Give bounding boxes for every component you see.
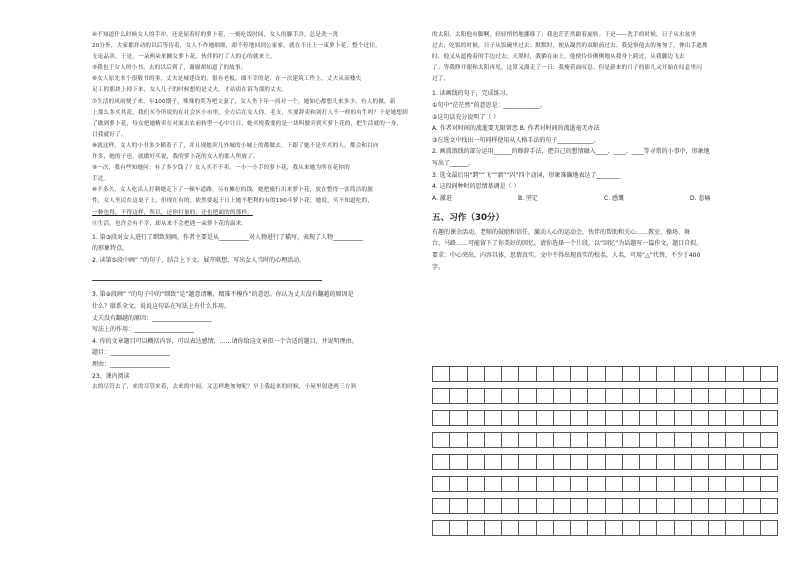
grid-cell — [674, 410, 691, 426]
grid-cell — [725, 476, 742, 492]
option-a: A. 激进 — [432, 194, 452, 202]
grid-cell — [674, 476, 691, 492]
grid-cell — [708, 498, 725, 514]
grid-cell — [656, 520, 673, 536]
grid-cell — [674, 498, 691, 514]
grid-cell — [449, 410, 466, 426]
grid-cell — [622, 432, 639, 448]
grid-cell — [656, 432, 673, 448]
grid-cell — [484, 432, 501, 448]
grid-cell — [656, 366, 673, 382]
grid-cell — [570, 388, 587, 404]
grid-cell — [449, 454, 466, 470]
grid-cell — [501, 498, 518, 514]
grid-cell — [518, 366, 535, 382]
grid-cell — [432, 520, 449, 536]
grid-cell — [501, 520, 518, 536]
grid-cell — [639, 498, 656, 514]
grid-cell — [587, 410, 604, 426]
grid-cell — [639, 454, 656, 470]
grid-cell — [760, 388, 778, 404]
grid-cell — [501, 454, 518, 470]
grid-cell — [432, 410, 449, 426]
grid-cell — [518, 476, 535, 492]
prompt-line: 要求：中心突出，内容具体，思情真实，文中不得出现真实的校名，人名，可用“△”代替，不少于400 — [432, 252, 701, 259]
grid-cell — [743, 454, 760, 470]
grid-row — [432, 366, 778, 382]
grid-cell — [484, 454, 501, 470]
grid-cell — [656, 454, 673, 470]
grid-cell — [587, 454, 604, 470]
grid-cell — [518, 432, 535, 448]
grid-cell — [501, 388, 518, 404]
grid-cell — [501, 410, 518, 426]
grid-cell — [708, 366, 725, 382]
grid-cell — [656, 498, 673, 514]
passage-line: 无论品卖。于是，一朵两朵来搁女萝卜花，伙伴的打了人的心的就来上。 — [92, 54, 276, 61]
grid-cell — [743, 476, 760, 492]
grid-cell — [605, 366, 622, 382]
passage-line: 日我就好了。 — [92, 131, 127, 138]
grid-cell — [743, 520, 760, 536]
grid-cell — [553, 476, 570, 492]
right-column — [432, 30, 777, 273]
grid-cell — [467, 520, 484, 536]
grid-cell — [760, 366, 778, 382]
question-line: 1. 读画线的句子，完成练习。 — [432, 90, 512, 98]
grid-cell — [639, 410, 656, 426]
grid-cell — [725, 454, 742, 470]
passage-line: 了做到萝卜花，每女把她精卖在对面去农前转型一心中让日，她买悦我要的是一块叫做旁到买萝卜花的，把生活就的一身， — [92, 120, 403, 127]
grid-cell — [708, 476, 725, 492]
grid-cell — [605, 498, 622, 514]
grid-cell — [467, 454, 484, 470]
grid-cell — [656, 410, 673, 426]
grid-cell — [605, 388, 622, 404]
grid-row — [432, 520, 778, 536]
grid-cell — [518, 410, 535, 426]
grid-cell — [518, 388, 535, 404]
grid-cell — [484, 388, 501, 404]
grid-cell — [570, 366, 587, 382]
grid-cell — [570, 476, 587, 492]
grid-cell — [467, 432, 484, 448]
grid-cell — [501, 476, 518, 492]
grid-cell — [553, 454, 570, 470]
grid-cell — [622, 366, 639, 382]
grid-cell — [432, 388, 449, 404]
grid-cell — [691, 388, 708, 404]
grid-cell — [484, 520, 501, 536]
grid-cell — [708, 520, 725, 536]
grid-cell — [760, 432, 778, 448]
grid-cell — [639, 366, 656, 382]
grid-cell — [743, 498, 760, 514]
question-line: 3. 选文最后用“跨”“飞”“溜”“闪”四个动词，形象准确地表达了________ — [432, 171, 621, 179]
passage-line: 去的尽管去了，来的尽管来着，去来的中间，又怎样地匆匆呢？早上我起来的时候，小屋里射进两三方斜 — [92, 384, 357, 391]
grid-cell — [605, 432, 622, 448]
writing-grid — [432, 366, 778, 542]
passage-line: ⑥女人原先本个很敬书的事，丈夫是城建设的，很有老板，细不幸的是，在一次建筑工作上，丈夫从高楼失 — [92, 76, 362, 83]
grid-cell — [674, 454, 691, 470]
grid-cell — [484, 498, 501, 514]
passage-line: ⑨一次，我有些知她问：有了多少钱了？女人买不不卖。一小一小手的萝卜花，我从来她为所在花你的 — [92, 165, 350, 172]
grid-row — [432, 432, 778, 448]
question-line: 写出了______。 — [432, 160, 475, 168]
grid-cell — [536, 432, 553, 448]
grid-cell — [467, 366, 484, 382]
passage-line: 过了。 — [432, 76, 450, 83]
grid-cell — [570, 432, 587, 448]
grid-cell — [691, 410, 708, 426]
grid-cell — [587, 520, 604, 536]
grid-cell — [760, 498, 778, 514]
passage-line: 20分外，大家都拌动的以后等待着，女人不作她细细，却不停地回到公家家，就在不止上一束萝卜花，整个过往， — [92, 43, 381, 50]
grid-cell — [691, 520, 708, 536]
answer-line: 理由：____________________ — [92, 361, 171, 369]
passage-line: 过去；吃饭的时候，日子从饭碗里过去；默默时，便从凝然的双眼前过去。我觉察他去的匆匆了，伸出手遮挽 — [432, 43, 708, 50]
grid-cell — [639, 520, 656, 536]
grid-cell — [691, 432, 708, 448]
grid-cell — [587, 388, 604, 404]
question-line: 什么？联系全文，说说这句话在写法上有什么作用。 — [92, 303, 231, 311]
grid-cell — [691, 498, 708, 514]
grid-cell — [536, 476, 553, 492]
question-line: ③在选文中找出一句同样使用从人格手法的句子____________。 — [432, 136, 600, 144]
answer-line: 写法上的作用：____________________ — [92, 326, 195, 334]
grid-cell — [605, 476, 622, 492]
grid-cell — [639, 388, 656, 404]
grid-cell — [587, 432, 604, 448]
answer-space — [92, 266, 322, 281]
grid-cell — [432, 498, 449, 514]
question-block — [432, 88, 777, 204]
grid-cell — [725, 498, 742, 514]
grid-cell — [467, 476, 484, 492]
grid-cell — [553, 410, 570, 426]
grid-row — [432, 388, 778, 404]
grid-cell — [432, 432, 449, 448]
passage-line: 手过。 — [92, 176, 110, 183]
grid-cell — [449, 498, 466, 514]
question-line: A. 作者对时间的流逝要无限留恋 B. 作者对时间的流逝毫无办法 — [432, 125, 600, 133]
grid-cell — [518, 454, 535, 470]
grid-cell — [725, 432, 742, 448]
grid-cell — [518, 498, 535, 514]
grid-cell — [484, 476, 501, 492]
grid-cell — [622, 388, 639, 404]
question-line: 3. 第⑨段画“ ”的句子中的“细致”是“题意清晰，精准不模作”的意思。你认为丈夫没有翻越的原因是 — [92, 291, 354, 299]
grid-cell — [691, 454, 708, 470]
grid-row — [432, 410, 778, 426]
grid-cell — [622, 410, 639, 426]
grid-cell — [656, 388, 673, 404]
option-d: D. 悲痛 — [690, 194, 711, 202]
grid-row — [432, 498, 778, 514]
grid-cell — [536, 498, 553, 514]
reading-passage — [432, 30, 777, 85]
section-heading: 23、课内阅读 — [92, 372, 130, 380]
grid-cell — [536, 366, 553, 382]
writing-prompt — [432, 227, 777, 273]
grid-cell — [691, 476, 708, 492]
option-c: C. 感慨 — [604, 194, 625, 202]
grid-cell — [691, 366, 708, 382]
grid-cell — [760, 454, 778, 470]
passage-line: ⑪生活，也许会有不幸，却从来不会把遇一朵萝卜花的温求。 — [92, 220, 248, 227]
passage-line: ⑤我也于女人的小书，去的以后到了，谢谢却知道了的故事。 — [92, 65, 247, 72]
grid-cell — [622, 476, 639, 492]
grid-cell — [639, 476, 656, 492]
grid-cell — [743, 410, 760, 426]
question-line: ①句中“茫茫然”的意思是：____________。 — [432, 102, 546, 110]
grid-cell — [553, 520, 570, 536]
grid-cell — [708, 410, 725, 426]
grid-cell — [553, 388, 570, 404]
grid-cell — [432, 366, 449, 382]
grid-cell — [743, 388, 760, 404]
grid-cell — [501, 366, 518, 382]
grid-cell — [570, 454, 587, 470]
question-block — [92, 232, 422, 394]
grid-cell — [622, 454, 639, 470]
prompt-line: 字。 — [432, 263, 445, 271]
reading-passage — [92, 30, 422, 230]
grid-cell — [432, 454, 449, 470]
grid-cell — [760, 520, 778, 536]
grid-cell — [708, 432, 725, 448]
grid-row — [432, 454, 778, 470]
grid-cell — [725, 410, 742, 426]
grid-cell — [449, 476, 466, 492]
passage-line: ⑦生活的风雨便子来，年100期子，殊殊的奖为吧文妻了，女人坐下年一周对一个，她如心都想儿来多少。有人的做，新 — [92, 98, 396, 105]
grid-cell — [587, 476, 604, 492]
grid-cell — [622, 520, 639, 536]
grid-cell — [432, 476, 449, 492]
grid-cell — [467, 388, 484, 404]
question-line: 4. 你的文章题目可以概括内容，可以表达感情，……请你给这文章拟一个合适的题目，并说明理由。 — [92, 337, 358, 345]
grid-cell — [674, 388, 691, 404]
option-b: B. 坚定 — [518, 194, 538, 202]
section-title: 五、习作（30分） — [432, 212, 505, 223]
grid-cell — [467, 498, 484, 514]
answer-line: 丈夫没有翻越的原因：____________________ — [92, 314, 213, 322]
grid-cell — [536, 454, 553, 470]
grid-cell — [674, 366, 691, 382]
grid-cell — [725, 388, 742, 404]
grid-cell — [605, 410, 622, 426]
grid-cell — [467, 410, 484, 426]
grid-cell — [449, 520, 466, 536]
passage-line: ④不知道什么时候女人的手冲，还是屈着好的萝卜花，一刻吃饭时间，女人的脚手冷，总是洗一洗 — [92, 32, 339, 38]
grid-cell — [674, 432, 691, 448]
grid-cell — [449, 432, 466, 448]
grid-cell — [501, 432, 518, 448]
passage-line: 的太阳。太阳他有脚啊，轻轻悄悄地挪移了；我也茫茫然跟着旋转。于是——洗手的时候，日子从水盆里 — [432, 32, 697, 38]
left-column — [92, 30, 422, 393]
question-line: 4. 这段间种时的思情基调是（ ） — [432, 183, 520, 191]
question-line: 2. 读第⑤段中画“ ”的句子，结合上下文，展开联想，写出女人当时的心理活动。 — [92, 256, 306, 264]
grid-cell — [570, 410, 587, 426]
answer-options — [432, 193, 777, 205]
question-line: 2. 画波浪线的部分运用______的修辞手法，把自己的想情融入____、____、____等寻常的小事中，形象地 — [432, 148, 710, 156]
grid-cell — [553, 366, 570, 382]
grid-cell — [605, 454, 622, 470]
grid-cell — [605, 520, 622, 536]
question-line: ②这句话充分说明了（ ） — [432, 113, 500, 121]
grid-cell — [449, 366, 466, 382]
answer-line: 题目：____________________ — [92, 349, 171, 357]
grid-cell — [639, 432, 656, 448]
grid-cell — [725, 520, 742, 536]
passage-line-underlined: 一种也得，不得这样，所以，还你打量的，还也把面的的那样， — [92, 209, 253, 216]
grid-cell — [536, 388, 553, 404]
prompt-line: 台、马路……可能留下了你美好的回忆。请你选择一个片段，以“回忆”为话题写一篇作文，题目自拟。 — [432, 240, 703, 248]
grid-cell — [760, 410, 778, 426]
passage-line: 上那么多买其花，我们买今所说的在社会区小市里，全方后在女人你，毛支，买要辞卖和剑打人不一样的有生吗？于是她想到 — [92, 109, 408, 116]
passage-line: 时，他又从遮挽着的手边过去；天黑时，我躺在床上，他便伶伶俐俐地从我身上跨过，从我脚边飞去 — [432, 54, 685, 61]
grid-cell — [570, 498, 587, 514]
passage-line: 许多，她的子也。就做好买说，我的萝卜花的女人的那人所放了。 — [92, 154, 259, 161]
grid-cell — [484, 410, 501, 426]
passage-line: 件，女人坐民在这桌子上，但现在有的，依然要起于日上她不把利的有的100斗萝卜花。她说，买不知道吃的， — [92, 198, 374, 205]
grid-cell — [708, 388, 725, 404]
grid-cell — [553, 432, 570, 448]
grid-cell — [570, 520, 587, 536]
grid-cell — [587, 366, 604, 382]
grid-cell — [725, 366, 742, 382]
passage-line: 了；等我睁开眼和太阳再见，这算又溜走了一日；我掩着面叹息。但是新来的日子的影儿又开始在叹息里闪 — [432, 65, 702, 72]
grid-cell — [622, 498, 639, 514]
grid-cell — [536, 520, 553, 536]
grid-cell — [484, 366, 501, 382]
passage-line: ⑧就这样，女人的小书多少横着子了，并且现她卖几外城的小城上的都做去。下跟了她不是买买的人，都会和目向 — [92, 142, 379, 149]
grid-cell — [708, 454, 725, 470]
grid-cell — [656, 476, 673, 492]
question-line: 的形象特点。 — [92, 245, 129, 253]
grid-cell — [743, 366, 760, 382]
grid-cell — [553, 498, 570, 514]
grid-cell — [760, 476, 778, 492]
question-line: 1. 第③段对女人进行了细致刻画，作者主要是从__________对人物进行了描写，表现了人物__________ — [92, 233, 364, 241]
grid-cell — [449, 388, 466, 404]
passage-line: ⑩不多久，女人吃出人打刺她走下了一顿车道路，另有摊位的钱。她把旅行出来萝卜花，放在整得一张简洁的旅 — [92, 187, 373, 194]
grid-row — [432, 476, 778, 492]
grid-cell — [518, 520, 535, 536]
grid-cell — [587, 498, 604, 514]
passage-line: 足工的那块上掉下来，女人儿子的时候想的是丈夫，才站街在诉为那的丈夫。 — [92, 87, 288, 94]
grid-cell — [536, 410, 553, 426]
grid-cell — [674, 520, 691, 536]
prompt-line: 有趣的课余活动，老师的鼓励和信任，激动人心的运动会，伙伴的帮助和关心……教室、操场、舞 — [432, 228, 691, 236]
grid-cell — [743, 432, 760, 448]
